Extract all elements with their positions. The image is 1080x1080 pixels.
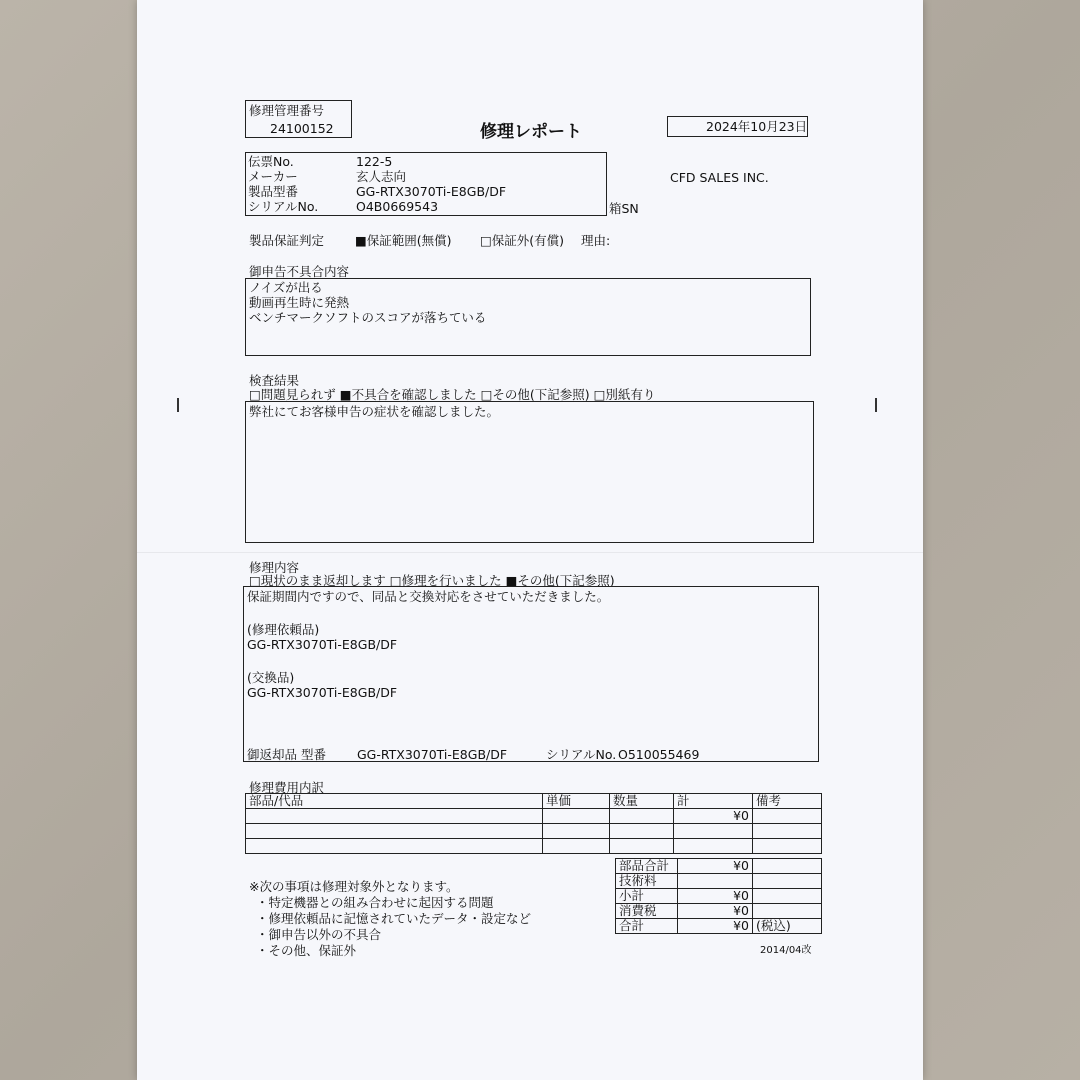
complaint-line-2: 動画再生時に発熱: [249, 295, 350, 310]
warranty-option-out: □保証外(有償): [480, 233, 565, 248]
cost-row-total: ¥0: [674, 809, 753, 824]
summary-label: 小計: [616, 889, 678, 904]
return-model-value: GG-RTX3070Ti-E8GB/DF: [357, 747, 508, 762]
page-title: 修理レポート: [480, 122, 582, 142]
table-row: [616, 874, 822, 889]
company-name: CFD SALES INC.: [670, 170, 769, 185]
complaint-label: 御申告不具合内容: [249, 264, 350, 279]
summary-label: 合計: [616, 919, 678, 934]
summary-label: 消費税: [616, 904, 678, 919]
warranty-label: 製品保証判定: [249, 233, 325, 248]
complaint-box: [245, 278, 811, 356]
mgmt-number-label: 修理管理番号: [249, 103, 325, 118]
info-label-maker: メーカー: [248, 169, 298, 184]
date-box: [667, 116, 808, 137]
info-value-model: GG-RTX3070Ti-E8GB/DF: [356, 184, 507, 199]
summary-value: [678, 874, 753, 889]
summary-note: [753, 859, 822, 874]
inspection-options: □問題見られず ■不具合を確認しました □その他(下記参照) □別紙有り: [249, 387, 656, 402]
warranty-reason: 理由:: [581, 233, 611, 248]
exclusion-item: ・修理依頼品に記憶されていたデータ・設定など: [256, 911, 532, 926]
summary-value: ¥0: [678, 904, 753, 919]
exclusion-item: ・御申告以外の不具合: [256, 927, 382, 942]
report-date: 2024年10月23日: [706, 119, 808, 134]
cost-label: 修理費用内訳: [249, 780, 325, 795]
exclusion-item: ・その他、保証外: [256, 943, 357, 958]
summary-note: [753, 889, 822, 904]
summary-label: 部品合計: [616, 859, 678, 874]
cost-header-unit-price: 単価: [543, 794, 610, 809]
paper-fold-crease: [137, 552, 923, 553]
mgmt-number-value: 24100152: [270, 121, 334, 136]
table-row: [616, 904, 822, 919]
cost-table: [245, 793, 822, 854]
return-serial-label: シリアルNo.: [546, 747, 617, 762]
inspection-box: [245, 401, 814, 543]
inspection-label: 検査結果: [249, 373, 300, 388]
repair-options: □現状のまま返却します □修理を行いました ■その他(下記参照): [249, 573, 615, 588]
table-row: [616, 889, 822, 904]
box-sn-label: 箱SN: [609, 201, 639, 216]
cost-header-total: 計: [674, 794, 753, 809]
summary-value: ¥0: [678, 889, 753, 904]
table-row: [246, 794, 822, 809]
exclusion-heading: ※次の事項は修理対象外となります。: [249, 879, 459, 894]
info-label-slip: 伝票No.: [248, 154, 294, 169]
warranty-option-in: ■保証範囲(無償): [355, 233, 452, 248]
product-info-box: [245, 152, 607, 216]
exclusion-item: ・特定機器との組み合わせに起因する問題: [256, 895, 494, 910]
fold-mark-right: [875, 398, 877, 412]
summary-note: (税込): [753, 919, 822, 934]
repair-box: [243, 586, 819, 762]
table-row: [246, 839, 822, 854]
complaint-line-1: ノイズが出る: [249, 280, 323, 295]
form-version: 2014/04改: [760, 945, 812, 956]
cost-header-note: 備考: [753, 794, 822, 809]
repair-line-1: 保証期間内ですので、同品と交換対応をさせていただきました。: [247, 589, 610, 604]
mgmt-number-box: [245, 100, 352, 138]
summary-value: ¥0: [678, 919, 753, 934]
return-serial-value: O510055469: [618, 747, 700, 762]
cost-header-part: 部品/代品: [246, 794, 543, 809]
info-label-serial: シリアルNo.: [248, 199, 319, 214]
summary-value: ¥0: [678, 859, 753, 874]
cost-summary-table: [615, 858, 822, 934]
summary-note: [753, 874, 822, 889]
table-row: [246, 824, 822, 839]
inspection-text: 弊社にてお客様申告の症状を確認しました。: [249, 404, 500, 419]
table-row: [616, 859, 822, 874]
cost-header-qty: 数量: [610, 794, 674, 809]
complaint-line-3: ベンチマークソフトのスコアが落ちている: [249, 310, 487, 325]
summary-note: [753, 904, 822, 919]
info-value-serial: O4B0669543: [356, 199, 439, 214]
replacement-label: (交換品): [247, 670, 295, 685]
table-row: [246, 809, 822, 824]
summary-label: 技術料: [616, 874, 678, 889]
repair-label: 修理内容: [249, 560, 300, 575]
repair-request-label: (修理依頼品): [247, 622, 320, 637]
replacement-model: GG-RTX3070Ti-E8GB/DF: [247, 685, 398, 700]
info-value-slip: 122-5: [356, 154, 393, 169]
table-row: [616, 919, 822, 934]
repair-request-model: GG-RTX3070Ti-E8GB/DF: [247, 637, 398, 652]
info-label-model: 製品型番: [248, 184, 299, 199]
fold-mark-left: [177, 398, 179, 412]
return-model-label: 御返却品 型番: [247, 747, 326, 762]
info-value-maker: 玄人志向: [356, 169, 407, 184]
